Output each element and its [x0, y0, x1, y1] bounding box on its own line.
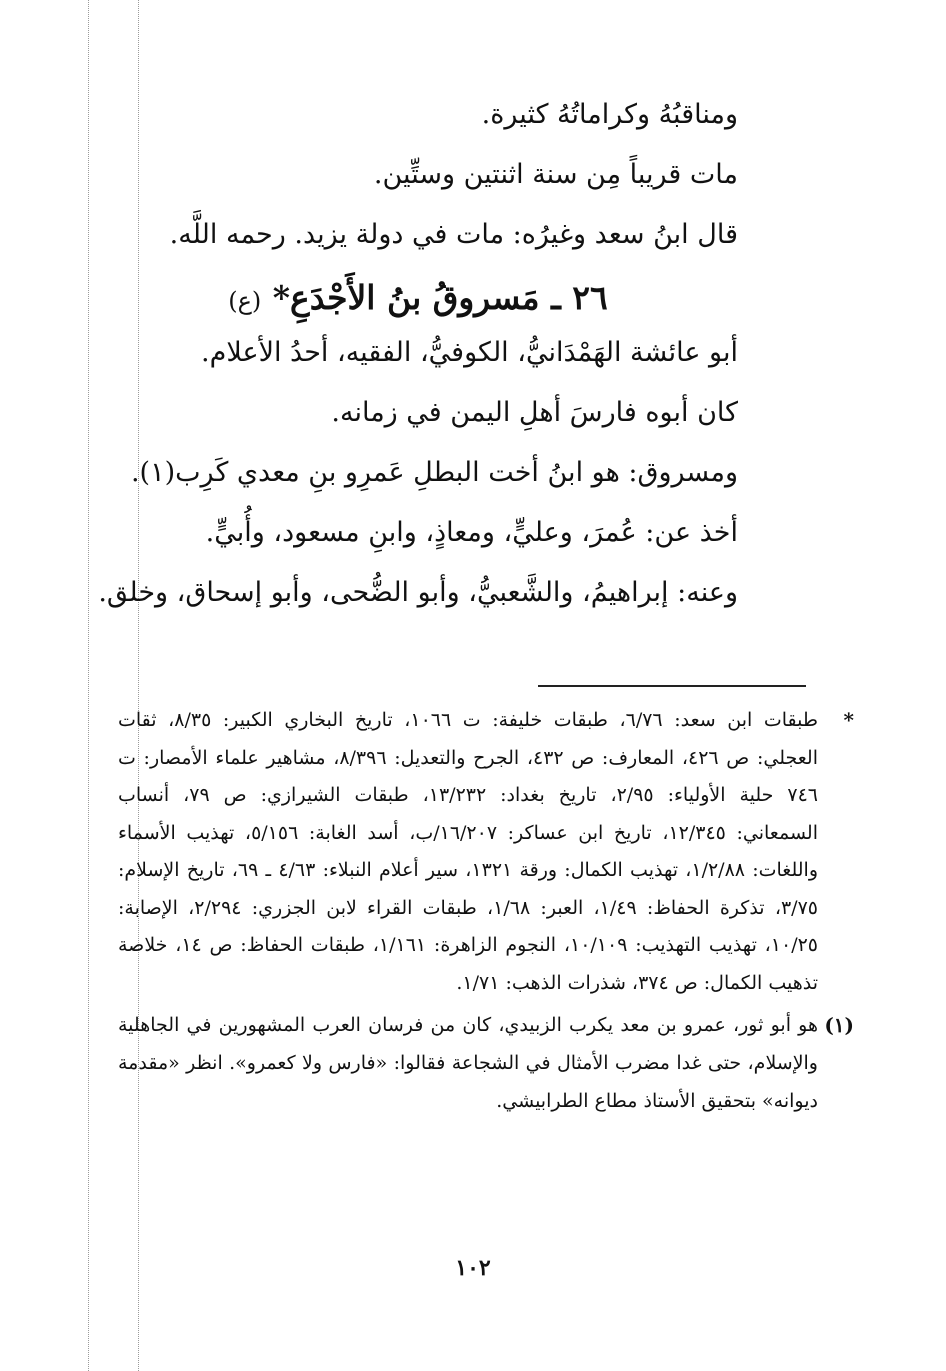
footnote-1 [118, 1006, 854, 1120]
entry-code: (ع) [228, 287, 262, 315]
footnote-separator [538, 685, 806, 687]
entry-number: ٢٦ ـ [551, 278, 608, 317]
footnote-star-marker: * [843, 708, 854, 732]
text-line: كان أبوه فارسَ أهلِ اليمن في زمانه. [331, 397, 738, 428]
footnote-sources [118, 702, 854, 1002]
entry-name: مَسروقُ بنُ الأَجْدَعِ* [272, 278, 540, 317]
text-line: ومسروق: هو ابنُ أخت البطلِ عَمرِو بنِ معدي كَرِب(١). [130, 457, 738, 488]
footnote-1-text: هو أبو ثور، عمرو بن معد يكرب الزبيدي، كان من فرسان العرب المشهورين في الجاهلية والإسلام، حتى غدا مضرب الأمثال في الشجاعة فقالوا: «فارس ولا كعمرو». انظر «مقدمة ديوانه» بتحقيق الأستاذ مطاع الطرابيشي. [118, 1014, 818, 1112]
text-line: قال ابنُ سعد وغيرُه: مات في دولة يزيد. رحمه اللَّه. [169, 219, 738, 250]
text-line: أبو عائشة الهَمْدَانيُّ، الكوفيُّ، الفقيه، أحدُ الأعلام. [201, 337, 738, 368]
text-line: وعنه: إبراهيمُ، والشَّعبيُّ، وأبو الضُّحى، وأبو إسحاق، وخلق. [98, 577, 738, 608]
left-margin-guide [88, 0, 89, 1371]
main-text [98, 99, 738, 638]
text-line: أخذ عن: عُمرَ، وعليٍّ، ومعاذٍ، وابنِ مسعود، وأُبيٍّ. [205, 517, 738, 548]
text-line: مات قريباً مِن سنة اثنتين وستِّين. [373, 159, 738, 190]
footnote-1-marker: (١) [824, 1013, 854, 1037]
entry-heading [118, 280, 718, 338]
page-number: ١٠٢ [455, 1255, 491, 1281]
footnotes [118, 702, 854, 1120]
text-line: ومناقبُهُ وكراماتُهُ كثيرة. [481, 99, 738, 130]
footnote-sources-text: طبقات ابن سعد: ٦/٧٦، طبقات خليفة: ت ١٠٦٦، تاريخ البخاري الكبير: ٨/٣٥، ثقات العجلي: ص ٤٢٦، المعارف: ص ٤٣٢، الجرح والتعديل: ٨/٣٩٦، مشاهير علماء الأمصار: ت ٧٤٦ حلية الأولياء: ٢/٩٥، تاريخ بغداد: ١٣/٢٣٢، طبقات الشيرازي: ص ٧٩، أنساب السمعاني: ١٢/٣٤٥، تاريخ ابن عساكر: ١٦/٢٠٧/ب، أسد الغابة: ٥/١٥٦، تهذيب الأسماء واللغات: ١/٢/٨٨، تهذيب الكمال: ورقة ١٣٢١، سير أعلام النبلاء: ٤/٦٣ ـ ٦٩، تاريخ الإسلام: ٣/٧٥، تذكرة الحفاظ: ١/٤٩، العبر: ١/٦٨، طبقات القراء لابن الجزري: ٢/٢٩٤، الإصابة: ١٠/٢٥، تهذيب التهذيب: ١٠/١٠٩، النجوم الزاهرة: ١/١٦١، طبقات الحفاظ: ص ١٤، خلاصة تذهيب الكمال: ص ٣٧٤، شذرات الذهب: ١/٧١. [118, 709, 819, 994]
